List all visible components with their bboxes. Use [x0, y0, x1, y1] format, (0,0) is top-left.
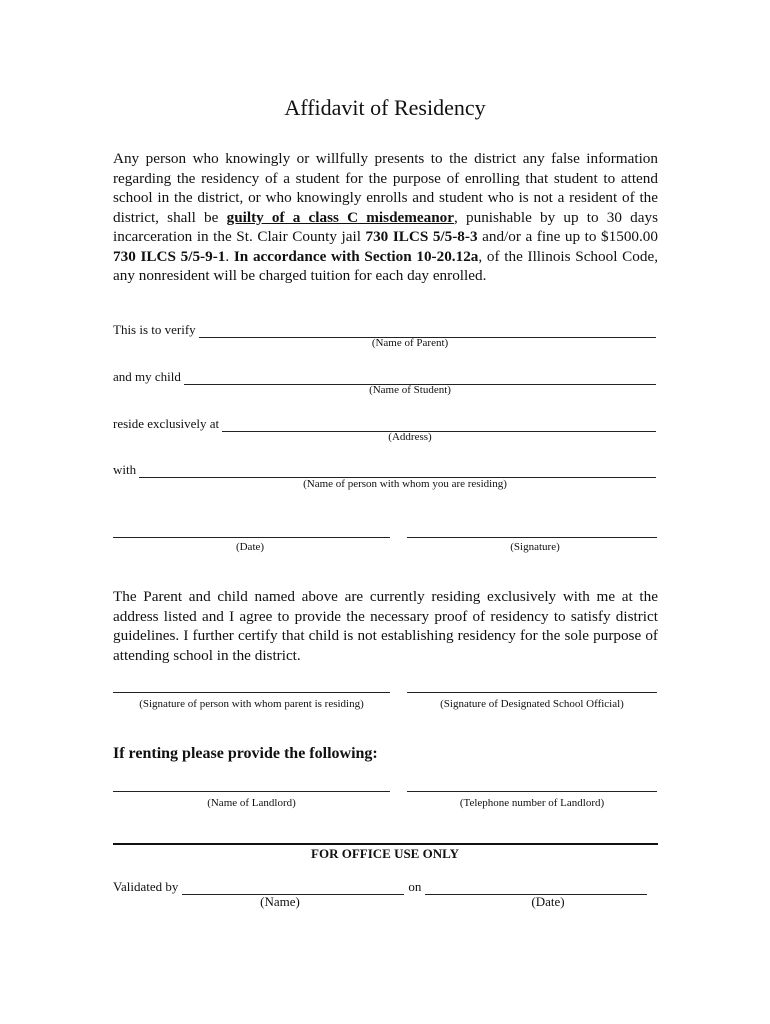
landlord-phone-caption: (Telephone number of Landlord)	[459, 797, 605, 809]
with-label: with	[113, 462, 137, 477]
address-caption: (Address)	[388, 431, 432, 443]
warning-text-1: Any person who knowingly or willfully presents to the district any false information regarding the residency of a student for the purpose of enrolling that student to attend school in the district, or who knowingly enrolls and student who is not a resident of the district, shall be	[113, 150, 658, 226]
warning-text-3: and/or a fine up to $1500.00	[477, 228, 658, 245]
host-name-row	[113, 458, 656, 478]
office-use-heading: FOR OFFICE USE ONLY	[311, 846, 459, 861]
host-signature-caption: (Signature of person with whom parent is residing)	[139, 698, 364, 710]
landlord-name-field[interactable]	[113, 791, 390, 792]
validator-name-caption: (Name)	[260, 894, 300, 909]
warning-text-4: .	[225, 247, 234, 265]
address-row	[113, 412, 656, 432]
official-signature-caption: (Signature of Designated School Official)	[440, 698, 624, 710]
reside-label: reside exclusively at	[113, 416, 220, 431]
student-name-caption: (Name of Student)	[369, 384, 451, 396]
validated-row	[113, 877, 647, 895]
warning-text-2: , punishable by up to 30 days incarceration in the St. Clair County jail	[113, 208, 659, 245]
misdemeanor-text: guilty of a class C misdemeanor	[226, 208, 455, 226]
host-name-field[interactable]	[139, 463, 656, 478]
warning-text-5: , of the Illinois School Code, any nonresident will be charged tuition for each day enrolled.	[113, 247, 658, 284]
ilcs-citation-2: 730 ILCS 5/5-9-1	[113, 247, 226, 265]
host-name-caption: (Name of person with whom you are residing)	[303, 478, 507, 490]
host-signature-field[interactable]	[113, 692, 390, 693]
school-code-citation: In accordance with Section 10-20.12a	[233, 247, 479, 265]
signature-caption: (Signature)	[510, 541, 560, 553]
office-divider	[113, 843, 658, 845]
child-label: and my child	[113, 369, 181, 384]
parent-name-row	[113, 318, 656, 338]
validated-label: Validated by	[113, 879, 179, 894]
date-field[interactable]	[113, 537, 390, 538]
ilcs-citation-1: 730 ILCS 5/5-8-3	[365, 228, 478, 245]
date-caption: (Date)	[235, 541, 265, 553]
on-label: on	[408, 879, 422, 894]
landlord-phone-field[interactable]	[407, 791, 657, 792]
warning-paragraph	[113, 149, 658, 286]
student-name-row	[113, 365, 656, 385]
signature-field[interactable]	[407, 537, 657, 538]
verify-label: This is to verify	[113, 322, 196, 337]
parent-name-caption: (Name of Parent)	[371, 337, 449, 349]
certify-paragraph: The Parent and child named above are currently residing exclusively with me at the address listed and I agree to provide the necessary proof of residency to satisfy district guidelines. I further certify that child is not establishing residency for the sole purpose of attending school in the district.	[113, 588, 658, 664]
validation-date-caption: (Date)	[531, 894, 565, 909]
document-title: Affidavit of Residency	[284, 95, 486, 120]
official-signature-field[interactable]	[407, 692, 657, 693]
renting-heading: If renting please provide the following:	[113, 745, 378, 762]
landlord-name-caption: (Name of Landlord)	[207, 797, 296, 809]
